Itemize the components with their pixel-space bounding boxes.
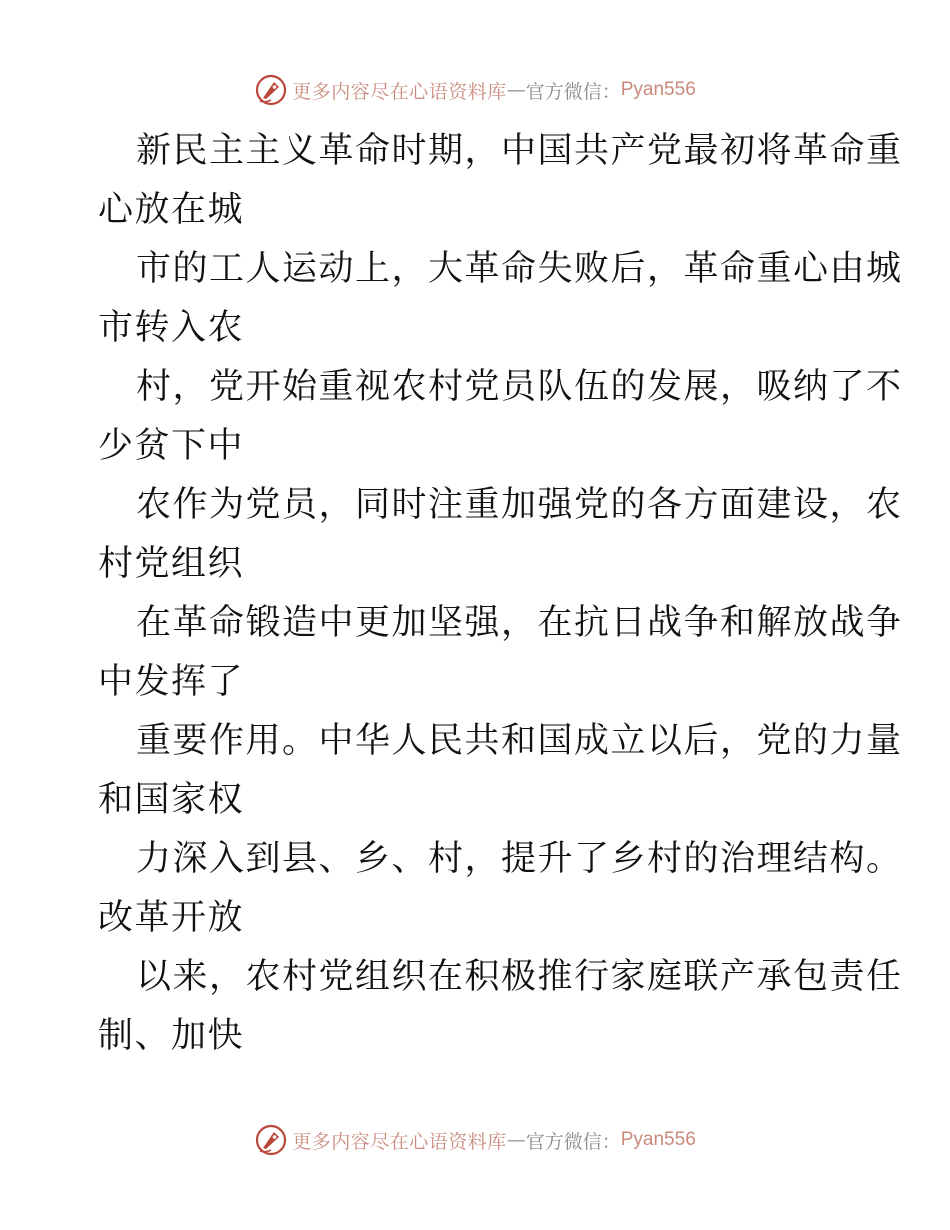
banner-separator: — xyxy=(506,79,526,101)
text-line: 市转入农 xyxy=(98,308,245,348)
text-line: 中发挥了 xyxy=(98,662,245,702)
text-line: 村，党开始重视农村党员队伍的发展，吸纳了不 xyxy=(136,367,903,407)
header-banner xyxy=(0,70,950,110)
text-line: 改革开放 xyxy=(98,898,245,938)
text-line: 在革命锻造中更加坚强，在抗日战争和解放战争 xyxy=(136,603,903,643)
text-line: 农作为党员，同时注重加强党的各方面建设，农 xyxy=(136,485,903,525)
banner-separator: — xyxy=(506,1129,526,1151)
banner-wechat-id: Pyan556 xyxy=(620,1129,696,1150)
pen-nib-logo-icon xyxy=(254,1123,288,1157)
text-line: 和国家权 xyxy=(98,780,245,820)
banner-wechat-label: 官方微信： xyxy=(525,1130,621,1153)
text-line: 新民主主义革命时期，中国共产党最初将革命重 xyxy=(136,131,903,171)
banner-wechat-label: 官方微信： xyxy=(525,80,621,103)
text-line: 心放在城 xyxy=(98,190,245,230)
text-line: 力深入到县、乡、村，提升了乡村的治理结构。 xyxy=(136,839,903,879)
banner-wechat-id: Pyan556 xyxy=(620,79,696,100)
document-body xyxy=(98,122,903,1066)
text-line: 以来，农村党组织在积极推行家庭联产承包责任 xyxy=(136,957,903,997)
pen-nib-logo-icon xyxy=(254,73,288,107)
text-line: 市的工人运动上，大革命失败后，革命重心由城 xyxy=(136,249,903,289)
text-line: 制、加快 xyxy=(98,1016,245,1056)
text-line: 少贫下中 xyxy=(98,426,245,466)
text-line: 村党组织 xyxy=(98,544,245,584)
text-line: 重要作用。中华人民共和国成立以后，党的力量 xyxy=(136,721,903,761)
banner-title: 更多内容尽在心语资料库 xyxy=(292,80,507,103)
footer-banner xyxy=(0,1120,950,1160)
banner-title: 更多内容尽在心语资料库 xyxy=(292,1130,507,1153)
